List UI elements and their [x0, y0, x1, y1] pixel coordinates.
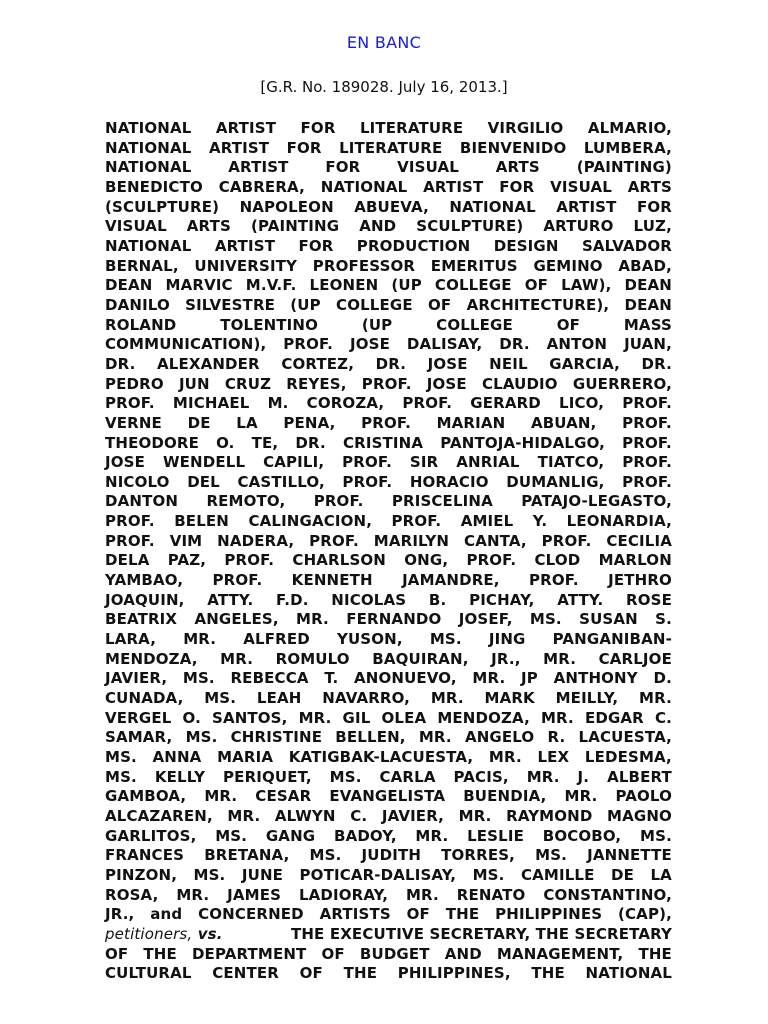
party-text-line: ROLAND TOLENTINO (UP COLLEGE OF MASS	[105, 315, 672, 334]
party-text-line: CUNADA, MS. LEAH NAVARRO, MR. MARK MEILLY, MR.	[105, 689, 672, 708]
party-text-line: VERGEL O. SANTOS, MR. GIL OLEA MENDOZA, MR. EDGAR C.	[105, 708, 672, 727]
party-text-line: JAVIER, MS. REBECCA T. ANONUEVO, MR. JP ANTHONY D.	[105, 669, 672, 688]
party-text-line: MS. KELLY PERIQUET, MS. CARLA PACIS, MR. J. ALBERT	[105, 767, 672, 786]
petitioners-versus-line	[105, 925, 672, 945]
party-text-line: BENEDICTO CABRERA, NATIONAL ARTIST FOR VISUAL ARTS	[105, 177, 672, 196]
party-text-line: GARLITOS, MS. GANG BADOY, MR. LESLIE BOCOBO, MS.	[105, 826, 672, 845]
party-text-line: PROF. VIM NADERA, PROF. MARILYN CANTA, PROF. CECILIA	[105, 531, 672, 550]
party-text-line: DR. ALEXANDER CORTEZ, DR. JOSE NEIL GARCIA, DR.	[105, 354, 672, 373]
respondent-names	[105, 945, 672, 984]
party-text-line: NICOLO DEL CASTILLO, PROF. HORACIO DUMANLIG, PROF.	[105, 472, 672, 491]
party-text-line: VERNE DE LA PENA, PROF. MARIAN ABUAN, PROF.	[105, 413, 672, 432]
party-text-line: NATIONAL ARTIST FOR VISUAL ARTS (PAINTING)	[105, 158, 672, 177]
party-text-line: FRANCES BRETANA, MS. JUDITH TORRES, MS. JANNETTE	[105, 846, 672, 865]
party-text-line: OF THE DEPARTMENT OF BUDGET AND MANAGEMENT, THE	[105, 944, 672, 963]
party-text-line: DELA PAZ, PROF. CHARLSON ONG, PROF. CLOD MARLON	[105, 551, 672, 570]
party-text-line: JOSE WENDELL CAPILI, PROF. SIR ANRIAL TIATCO, PROF.	[105, 453, 672, 472]
party-text-line: COMMUNICATION), PROF. JOSE DALISAY, DR. ANTON JUAN,	[105, 335, 672, 354]
party-text-line: ROSA, MR. JAMES LADIORAY, MR. RENATO CONSTANTINO,	[105, 885, 672, 904]
party-text-line: DEAN MARVIC M.V.F. LEONEN (UP COLLEGE OF LAW), DEAN	[105, 276, 672, 295]
party-text-line: DANTON REMOTO, PROF. PRISCELINA PATAJO-LEGASTO,	[105, 492, 672, 511]
party-text-line: PROF. MICHAEL M. COROZA, PROF. GERARD LICO, PROF.	[105, 394, 672, 413]
party-text-line: VISUAL ARTS (PAINTING AND SCULPTURE) ARTURO LUZ,	[105, 217, 672, 236]
party-text-line: ALCAZAREN, MR. ALWYN C. JAVIER, MR. RAYMOND MAGNO	[105, 806, 672, 825]
party-text-line: PROF. BELEN CALINGACION, PROF. AMIEL Y. LEONARDIA,	[105, 512, 672, 531]
party-text-line: DANILO SILVESTRE (UP COLLEGE OF ARCHITECTURE), DEAN	[105, 295, 672, 314]
party-text-line: (SCULPTURE) NAPOLEON ABUEVA, NATIONAL ARTIST FOR	[105, 197, 672, 216]
petitioners-label: petitioners,	[105, 924, 193, 943]
party-text-line: BEATRIX ANGELES, MR. FERNANDO JOSEF, MS. SUSAN S.	[105, 610, 672, 629]
party-text-line: BERNAL, UNIVERSITY PROFESSOR EMERITUS GEMINO ABAD,	[105, 256, 672, 275]
party-text-line: NATIONAL ARTIST FOR LITERATURE VIRGILIO ALMARIO,	[105, 119, 672, 137]
party-text-line: JOAQUIN, ATTY. F.D. NICOLAS B. PICHAY, ATTY. ROSE	[105, 590, 672, 609]
party-text-line: CULTURAL CENTER OF THE PHILIPPINES, THE NATIONAL	[105, 964, 672, 983]
party-text-line: PINZON, MS. JUNE POTICAR-DALISAY, MS. CAMILLE DE LA	[105, 865, 672, 884]
party-text-line: YAMBAO, PROF. KENNETH JAMANDRE, PROF. JETHRO	[105, 571, 672, 590]
party-text-line: LARA, MR. ALFRED YUSON, MS. JING PANGANIBAN-	[105, 630, 672, 649]
petitioner-names	[105, 119, 672, 925]
versus-label: vs.	[197, 924, 223, 943]
party-text-line: NATIONAL ARTIST FOR PRODUCTION DESIGN SALVADOR	[105, 236, 672, 255]
party-text-line: SAMAR, MS. CHRISTINE BELLEN, MR. ANGELO R. LACUESTA,	[105, 728, 672, 747]
party-text-line: PEDRO JUN CRUZ REYES, PROF. JOSE CLAUDIO GUERRERO,	[105, 374, 672, 393]
party-text-line: THEODORE O. TE, DR. CRISTINA PANTOJA-HIDALGO, PROF.	[105, 433, 672, 452]
party-text-line: NATIONAL ARTIST FOR LITERATURE BIENVENIDO LUMBERA,	[105, 138, 672, 157]
party-text-line: MS. ANNA MARIA KATIGBAK-LACUESTA, MR. LEX LEDESMA,	[105, 748, 672, 766]
party-text-line: GAMBOA, MR. CESAR EVANGELISTA BUENDIA, MR. PAOLO	[105, 787, 672, 806]
party-text-line: JR., and CONCERNED ARTISTS OF THE PHILIPPINES (CAP),	[105, 905, 672, 924]
case-number: [G.R. No. 189028. July 16, 2013.]	[260, 78, 508, 96]
parties-block	[105, 119, 672, 984]
party-text-line: MENDOZA, MR. ROMULO BAQUIRAN, JR., MR. CARLJOE	[105, 649, 672, 668]
division-heading: EN BANC	[346, 33, 422, 52]
respondents-line: THE EXECUTIVE SECRETARY, THE SECRETARY	[290, 924, 672, 943]
